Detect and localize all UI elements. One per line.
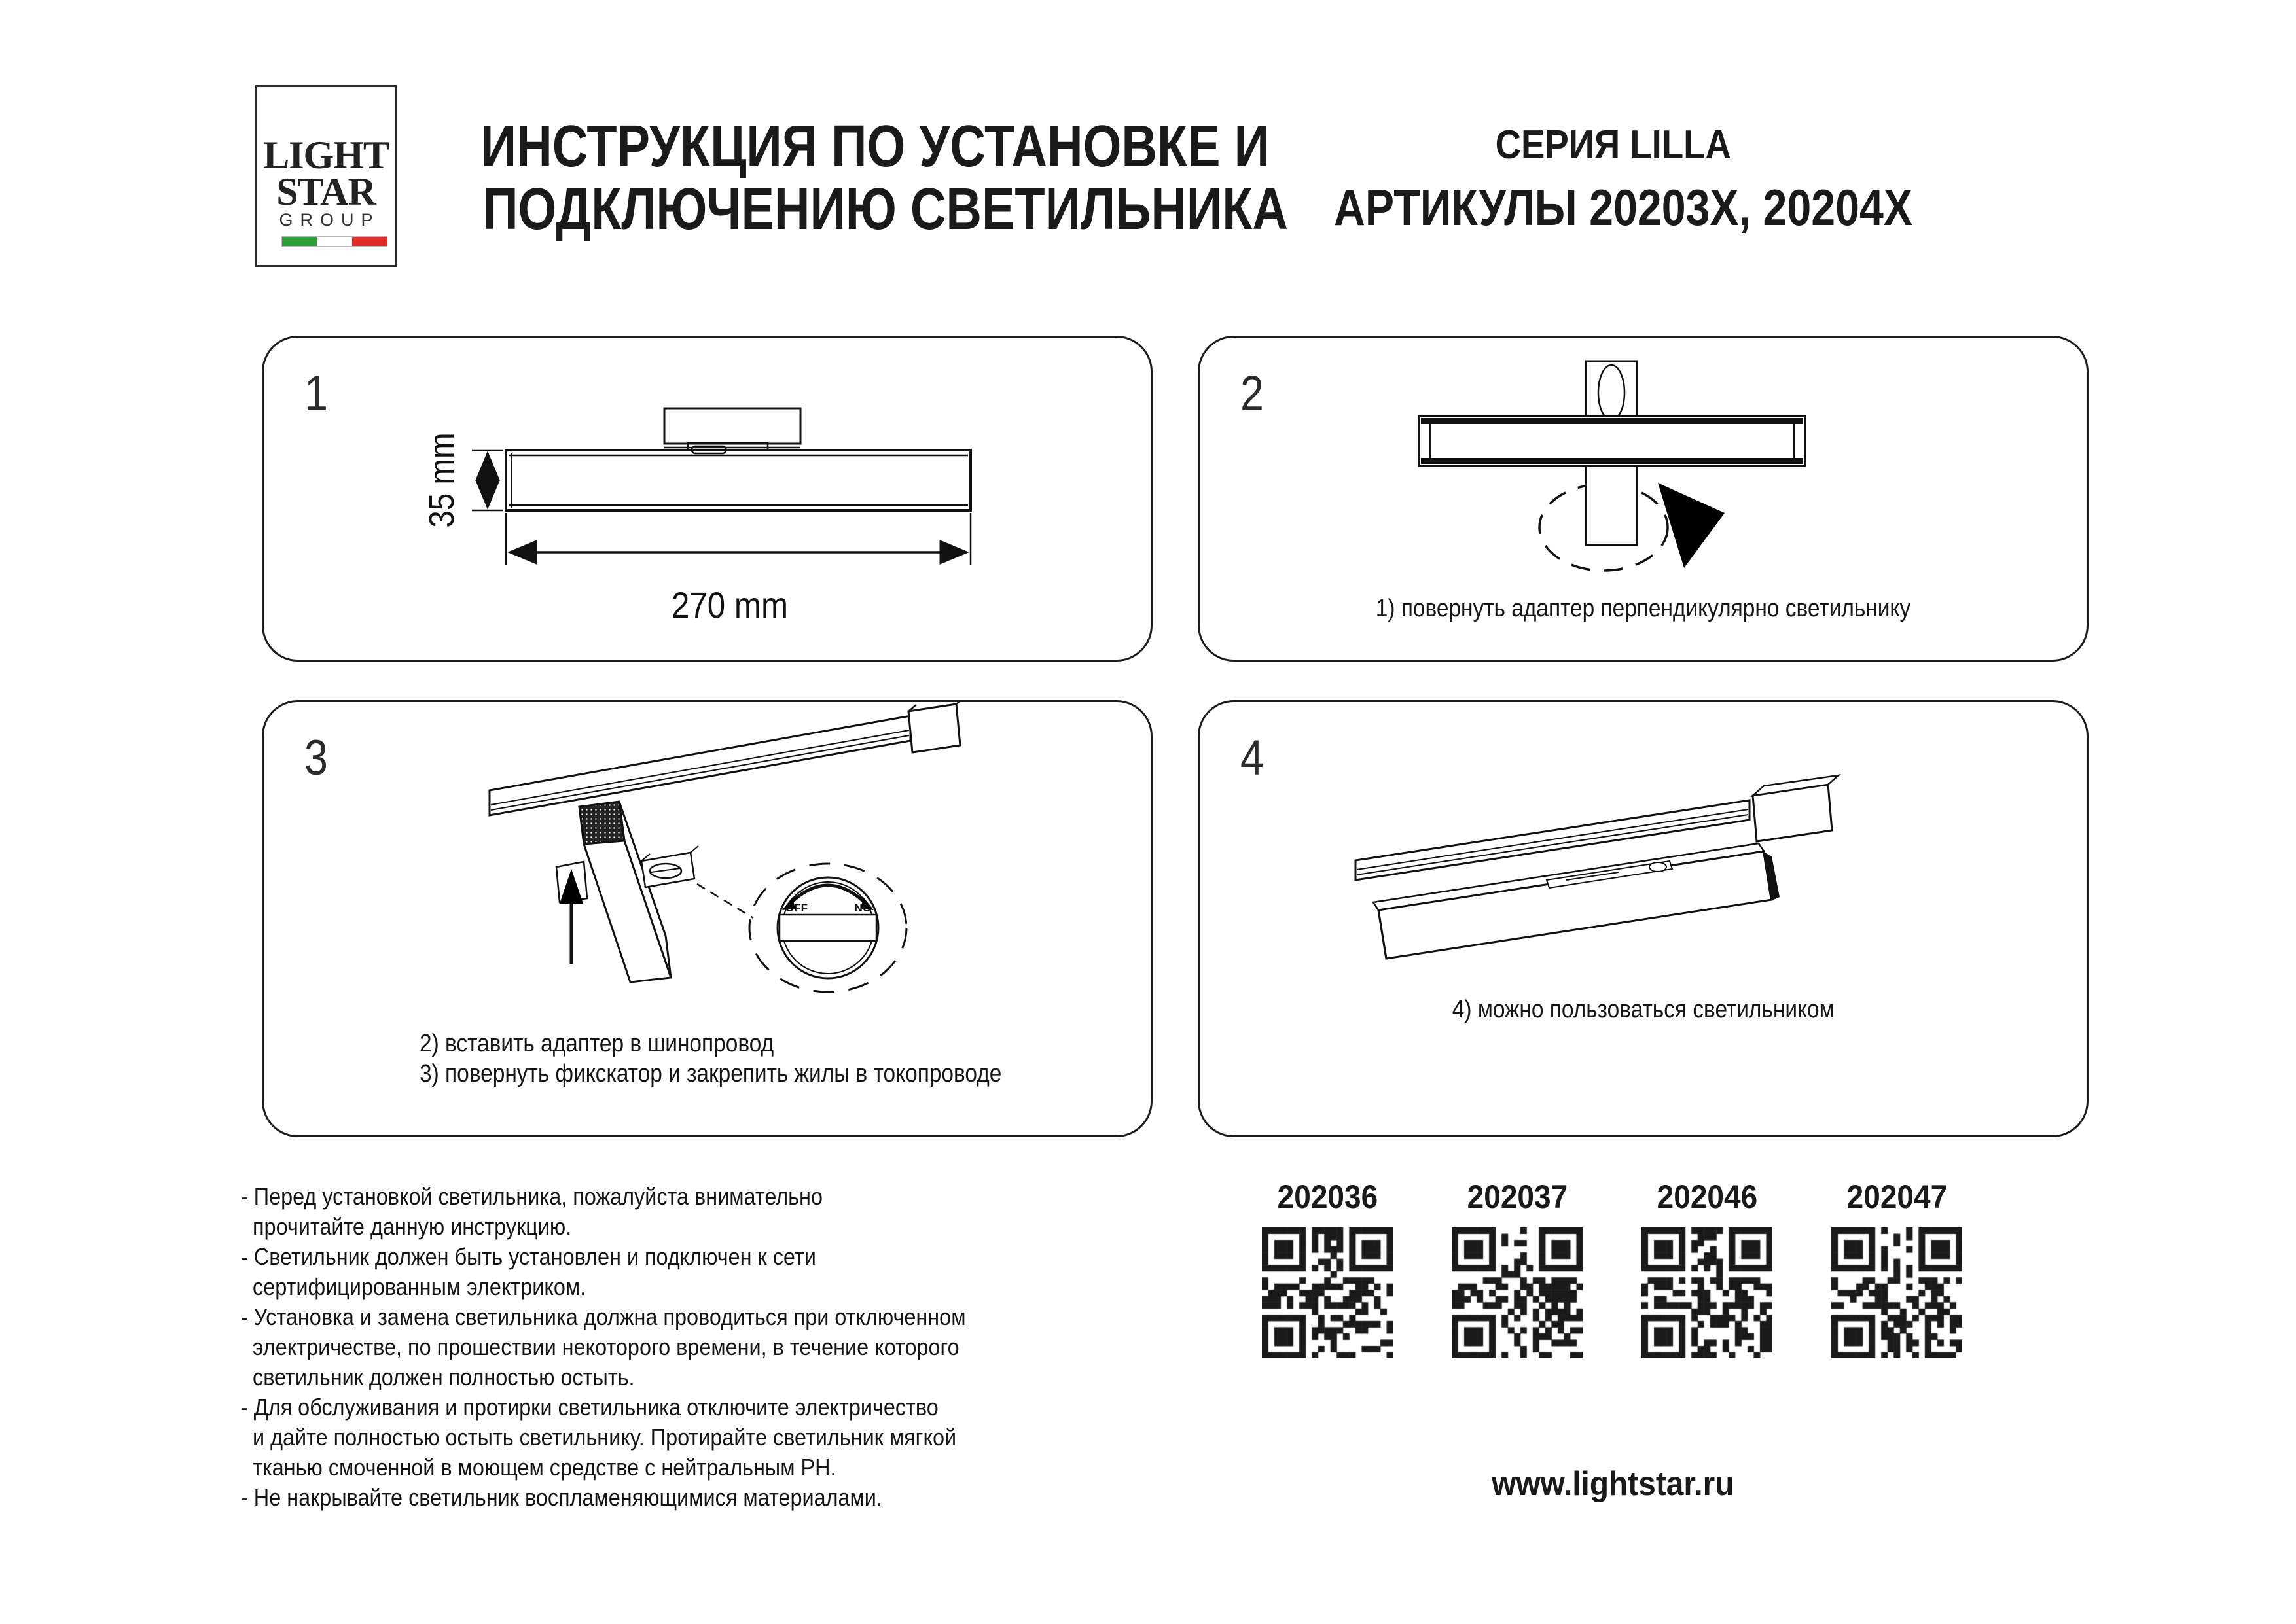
- qr-article-number: 202037: [1467, 1178, 1568, 1215]
- step3-caption-line1: 2) вставить адаптер в шинопровод: [420, 1030, 774, 1057]
- series-label: СЕРИЯ LILLA: [1495, 122, 1732, 168]
- qr-article-number: 202046: [1657, 1178, 1757, 1215]
- fixator-detail-view: [749, 864, 906, 992]
- luminaire-body-side: [506, 450, 971, 510]
- qr-item: [1422, 1178, 1612, 1358]
- track-rail: [490, 702, 964, 815]
- safety-note-line: - Установка и замена светильника должна проводиться при отключенном: [241, 1303, 966, 1330]
- qr-article-label: [1422, 1178, 1612, 1216]
- safety-note-line: - Светильник должен быть установлен и подключен к сети: [241, 1243, 816, 1270]
- logo-word-group: GROUP: [279, 210, 380, 230]
- safety-note-line: - Перед установкой светильника, пожалуйста внимательно: [241, 1183, 823, 1210]
- qr-item: [1802, 1178, 1992, 1358]
- safety-note-line: сертифицированным электриком.: [241, 1273, 586, 1300]
- qr-article-label: [1232, 1178, 1422, 1216]
- adapter-top-view: [664, 408, 800, 444]
- panel-number-2: 2: [1240, 366, 1264, 421]
- width-dimension-label: 270 mm: [672, 585, 788, 626]
- step3-caption-line2: 3) повернуть фикскатор и закрепить жилы в токопроводе: [420, 1060, 1002, 1087]
- qr-code: [1262, 1227, 1393, 1358]
- title-line-1: ИНСТРУКЦИЯ ПО УСТАНОВКЕ И: [480, 114, 1270, 179]
- logo-word-light: LIGHT: [263, 133, 389, 177]
- qr-article-label: [1802, 1178, 1992, 1216]
- step-panel-1: [262, 336, 1153, 662]
- safety-note-line: прочитайте данную инструкцию.: [241, 1213, 572, 1240]
- qr-code: [1831, 1227, 1962, 1358]
- off-label: OFF: [785, 902, 808, 914]
- safety-notes: [241, 1182, 1157, 1513]
- qr-article-label: [1612, 1178, 1802, 1216]
- step-panel-3: [262, 700, 1153, 1137]
- logo-word-star: STAR: [276, 170, 376, 213]
- qr-item: [1232, 1178, 1422, 1358]
- panel-number-4: 4: [1240, 730, 1264, 786]
- adapter-lower: [1586, 465, 1637, 545]
- panel-number-3: 3: [304, 730, 328, 786]
- qr-code: [1452, 1227, 1583, 1358]
- height-dimension-label: 35 mm: [422, 432, 461, 528]
- safety-note-line: и дайте полностью остыть светильнику. Протирайте светильник мягкой: [241, 1424, 957, 1451]
- safety-note-line: светильник должен полностью остыть.: [241, 1364, 635, 1390]
- qr-item: [1612, 1178, 1802, 1358]
- adapter-screw: [1598, 365, 1624, 420]
- qr-code: [1641, 1227, 1772, 1358]
- knurled-adapter: [579, 802, 624, 844]
- panel-number-1: 1: [304, 366, 328, 421]
- title-line-2: ПОДКЛЮЧЕНИЮ СВЕТИЛЬНИКА: [482, 177, 1289, 242]
- safety-note-line: тканью смоченной в моющем средстве с нейтральным PH.: [241, 1454, 836, 1481]
- fixator-handle: [780, 915, 876, 941]
- safety-note-line: электричестве, по прошествии некоторого времени, в течение которого: [241, 1333, 960, 1360]
- step-panel-4: [1198, 700, 2089, 1137]
- qr-article-number: 202036: [1277, 1178, 1378, 1215]
- detail-leader-line: [697, 884, 753, 918]
- assembled-luminaire-drawing: [1200, 702, 2087, 1135]
- step4-caption: 4) можно пользоваться светильником: [1452, 996, 1835, 1023]
- page-title: [406, 114, 1289, 242]
- qr-article-number: 202047: [1846, 1178, 1947, 1215]
- safety-note-line: - Для обслуживания и протирки светильника отключите электричество: [241, 1394, 939, 1421]
- safety-note-line: - Не накрывайте светильник воспламеняющимися материалами.: [241, 1484, 882, 1511]
- website-url: www.lightstar.ru: [1491, 1465, 1734, 1503]
- step2-caption: 1) повернуть адаптер перпендикулярно светильнику: [1375, 595, 1911, 622]
- flag-stripe: [282, 237, 317, 246]
- luminaire-dimension-drawing: [264, 338, 1151, 660]
- lightstar-logo: [255, 85, 397, 267]
- italian-flag-stripe: [281, 236, 387, 247]
- articles-label: АРТИКУЛЫ 20203X, 20204X: [1334, 179, 1913, 236]
- no-label: NO: [854, 902, 871, 914]
- step-panel-2: [1198, 336, 2089, 662]
- flag-stripe: [317, 237, 351, 246]
- flag-stripe: [352, 237, 387, 246]
